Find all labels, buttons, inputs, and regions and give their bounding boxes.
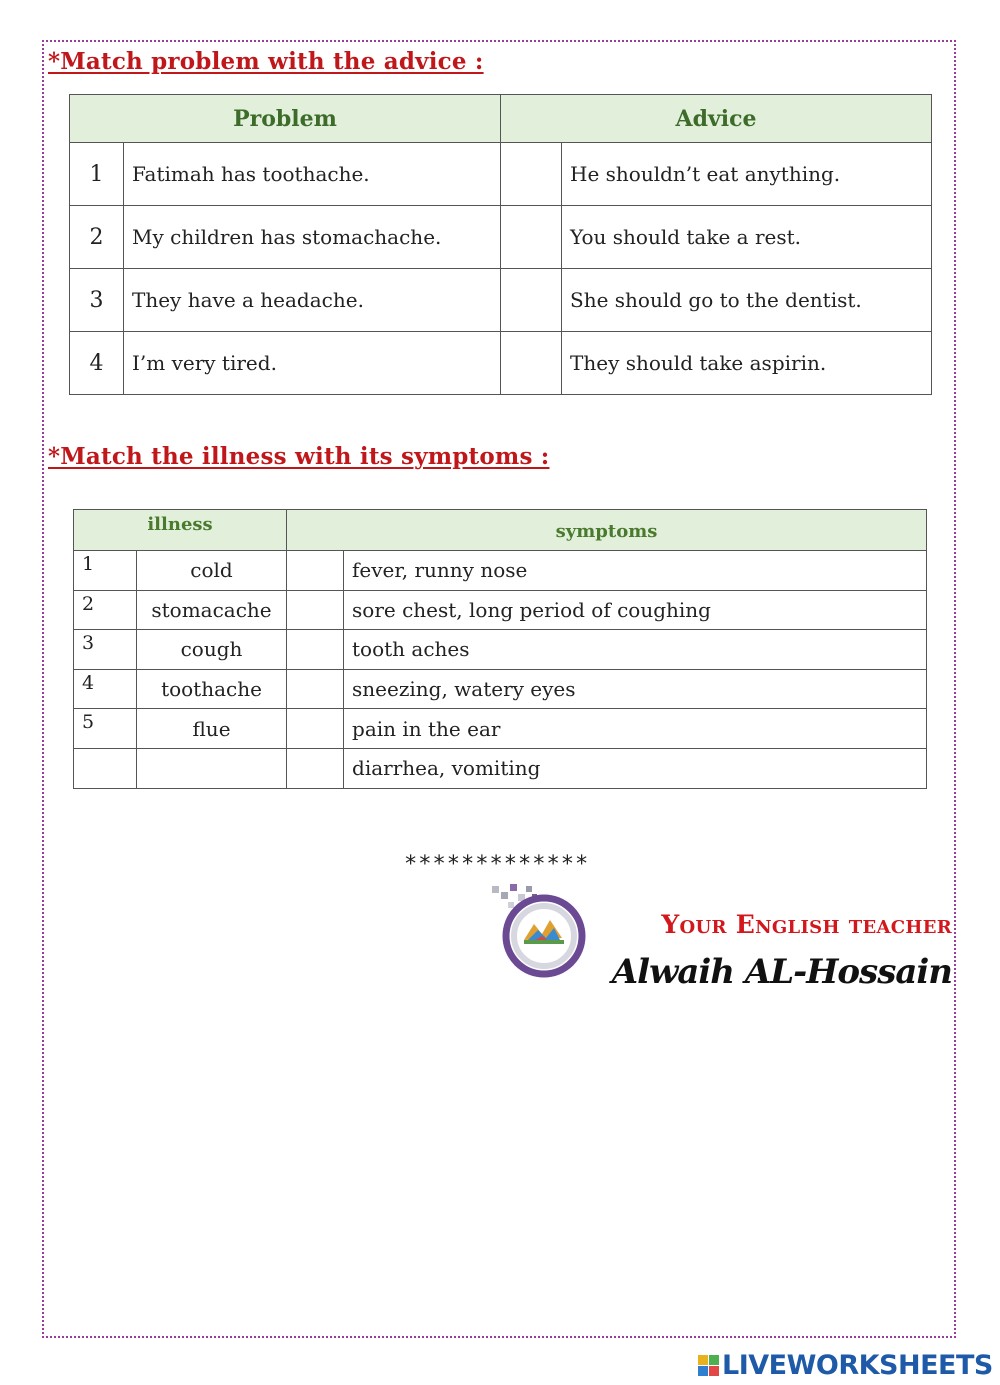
table-row: [74, 748, 927, 788]
answer-blank[interactable]: [501, 143, 562, 206]
illness-cell: stomacache: [137, 590, 287, 630]
row-number: 4: [70, 332, 124, 395]
answer-blank[interactable]: [287, 709, 344, 749]
advice-table-header: [70, 95, 932, 143]
illness-cell: [137, 748, 287, 788]
row-number: 1: [70, 143, 124, 206]
answer-blank[interactable]: [287, 590, 344, 630]
problem-cell: Fatimah has toothache.: [124, 143, 501, 206]
problem-cell: I’m very tired.: [124, 332, 501, 395]
advice-cell: She should go to the dentist.: [562, 269, 932, 332]
brand-text: LIVEWORKSHEETS: [722, 1349, 993, 1381]
symptom-cell: diarrhea, vomiting: [344, 748, 927, 788]
answer-blank[interactable]: [501, 206, 562, 269]
table-row: [70, 206, 932, 269]
teacher-title: Your English teacher: [661, 910, 952, 939]
table-row: [74, 630, 927, 670]
problem-header: Problem: [70, 95, 501, 143]
advice-header: Advice: [501, 95, 932, 143]
illness-cell: cold: [137, 551, 287, 591]
answer-blank[interactable]: [287, 630, 344, 670]
section1-heading: *Match problem with the advice :: [48, 48, 484, 75]
symptoms-header: symptoms: [287, 510, 927, 551]
teacher-logo-icon: [488, 880, 592, 980]
symptom-cell: sneezing, watery eyes: [344, 669, 927, 709]
row-number: 1: [74, 551, 137, 591]
symptom-cell: sore chest, long period of coughing: [344, 590, 927, 630]
row-number: 3: [70, 269, 124, 332]
section2-heading: *Match the illness with its symptoms :: [48, 443, 550, 470]
stars-divider: *************: [404, 852, 590, 877]
symptom-cell: fever, runny nose: [344, 551, 927, 591]
advice-cell: He shouldn’t eat anything.: [562, 143, 932, 206]
table-row: [70, 269, 932, 332]
table-row: [70, 332, 932, 395]
symptoms-table: [73, 509, 927, 789]
answer-blank[interactable]: [287, 551, 344, 591]
teacher-signature: Alwaih AL-Hossain: [611, 952, 952, 992]
row-number: [74, 748, 137, 788]
answer-blank[interactable]: [501, 269, 562, 332]
advice-table: [69, 94, 932, 395]
row-number: 2: [70, 206, 124, 269]
liveworksheets-logo-icon: [698, 1355, 719, 1376]
symptom-cell: tooth aches: [344, 630, 927, 670]
table-row: [74, 709, 927, 749]
answer-blank[interactable]: [501, 332, 562, 395]
answer-blank[interactable]: [287, 748, 344, 788]
illness-cell: flue: [137, 709, 287, 749]
problem-cell: They have a headache.: [124, 269, 501, 332]
row-number: 4: [74, 669, 137, 709]
illness-header: illness: [74, 510, 287, 551]
row-number: 5: [74, 709, 137, 749]
symptoms-table-header: [74, 510, 927, 551]
advice-cell: They should take aspirin.: [562, 332, 932, 395]
problem-cell: My children has stomachache.: [124, 206, 501, 269]
advice-cell: You should take a rest.: [562, 206, 932, 269]
symptom-cell: pain in the ear: [344, 709, 927, 749]
table-row: [74, 669, 927, 709]
liveworksheets-brand[interactable]: [698, 1350, 993, 1380]
row-number: 2: [74, 590, 137, 630]
illness-cell: cough: [137, 630, 287, 670]
table-row: [74, 590, 927, 630]
table-row: [74, 551, 927, 591]
illness-cell: toothache: [137, 669, 287, 709]
answer-blank[interactable]: [287, 669, 344, 709]
table-row: [70, 143, 932, 206]
row-number: 3: [74, 630, 137, 670]
